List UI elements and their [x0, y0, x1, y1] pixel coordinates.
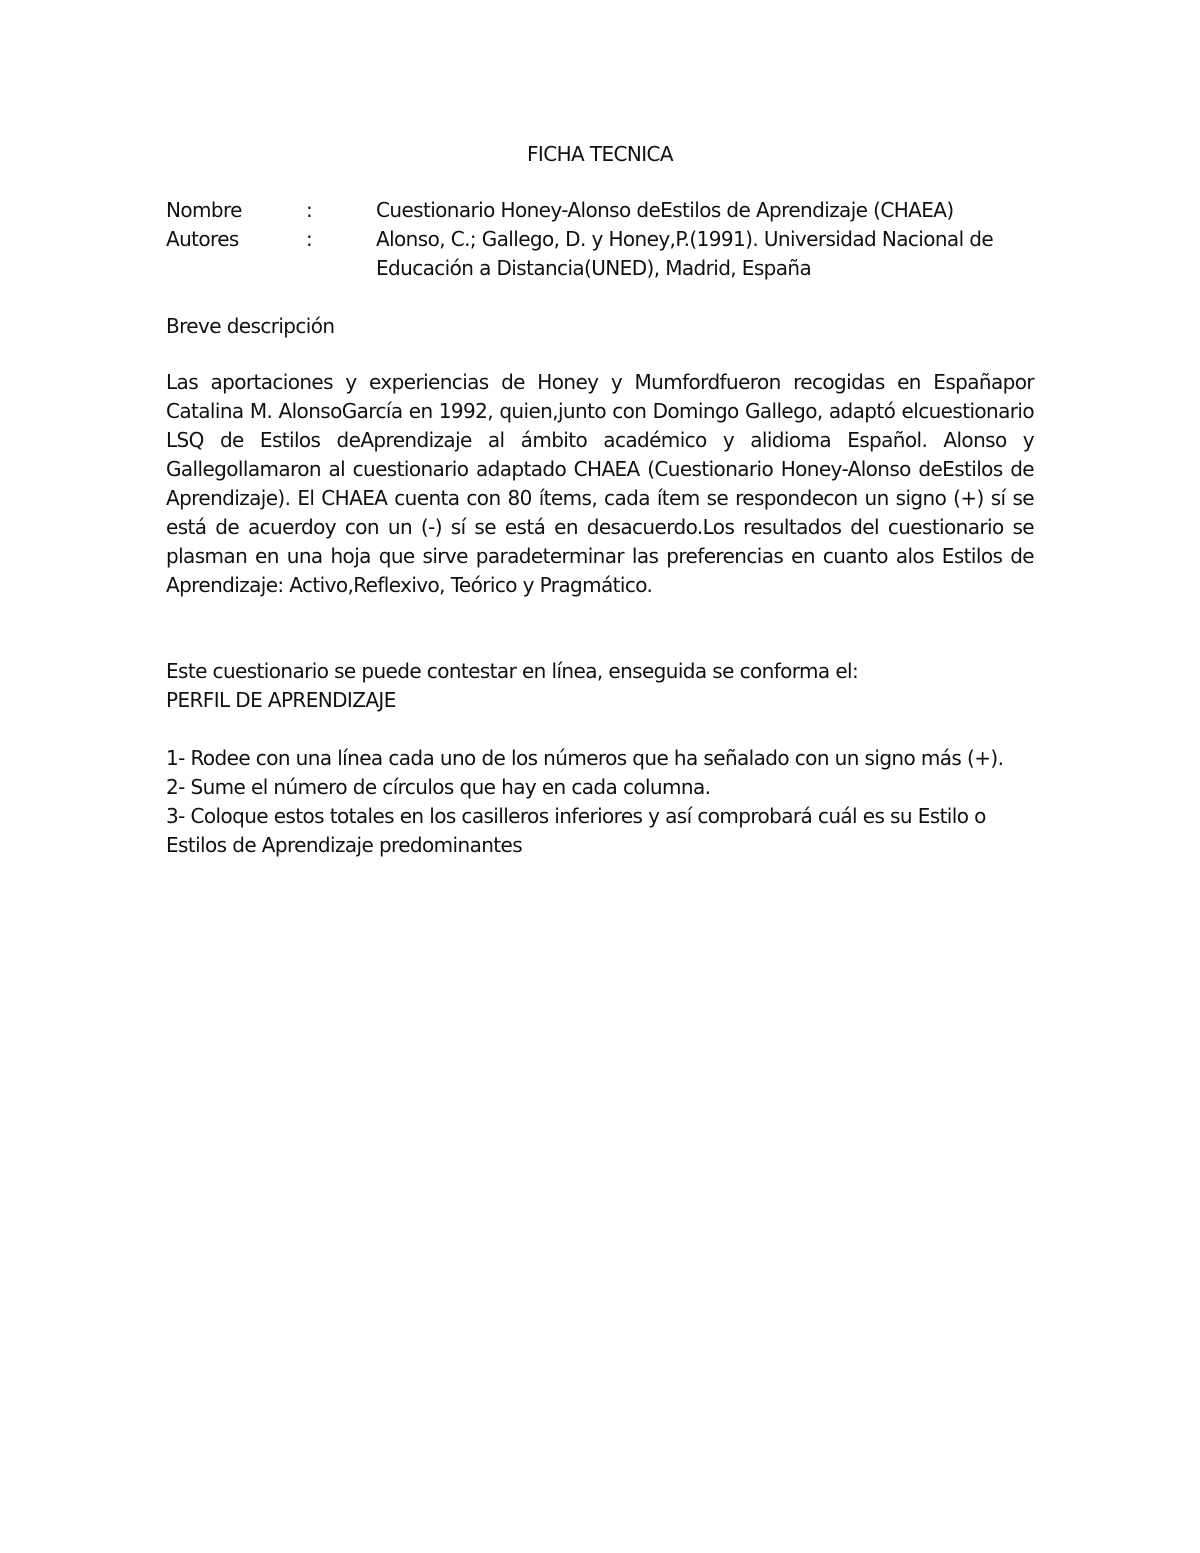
document-title: FICHA TECNICA [527, 142, 673, 166]
online-note: Este cuestionario se puede contestar en línea, enseguida se conforma el: [166, 659, 859, 683]
technical-fields [166, 196, 1034, 283]
step-item: 3- Coloque estos totales en los casilleros inferiores y así comprobará cuál es su Estilo o Estilos de Aprendizaje predominantes [166, 804, 986, 857]
steps-list [166, 744, 1034, 860]
field-separator: : [306, 227, 313, 251]
field-label: Autores [166, 227, 239, 251]
description-paragraph: Las aportaciones y experiencias de Honey y Mumfordfueron recogidas en Españapor Catalina M. AlonsoGarcía en 1992, quien,junto con Domingo Gallego, adaptó elcuestionario LSQ de Estilos deAprendizaje al ámbito académico y alidioma Español. Alonso y Gallegollamaron al cuestionario adaptado CHAEA (Cuestionario Honey-Alonso deEstilos de Aprendizaje). El CHAEA cuenta con 80 ítems, cada ítem se respondecon un signo (+) sí se está de acuerdoy con un (-) sí se está en desacuerdo.Los resultados del cuestionario se plasman en una hoja que sirve paradeterminar las preferencias en cuanto alos Estilos de Aprendizaje: Activo,Reflexivo, Teórico y Pragmático. [166, 370, 1034, 597]
description-heading: Breve descripción [166, 314, 335, 338]
field-value: Cuestionario Honey-Alonso deEstilos de Aprendizaje (CHAEA) [376, 198, 954, 222]
step-item: 1- Rodee con una línea cada uno de los números que ha señalado con un signo más (+). [166, 746, 1004, 770]
field-separator: : [306, 198, 313, 222]
document-content [166, 140, 1034, 860]
field-autores [166, 225, 1034, 283]
step-item: 2- Sume el número de círculos que hay en cada columna. [166, 775, 711, 799]
field-nombre [166, 196, 1034, 225]
field-value: Alonso, C.; Gallego, D. y Honey,P.(1991). Universidad Nacional de Educación a Distancia(UNED), Madrid, España [376, 227, 994, 280]
profile-heading: PERFIL DE APRENDIZAJE [166, 688, 396, 712]
field-label: Nombre [166, 198, 242, 222]
